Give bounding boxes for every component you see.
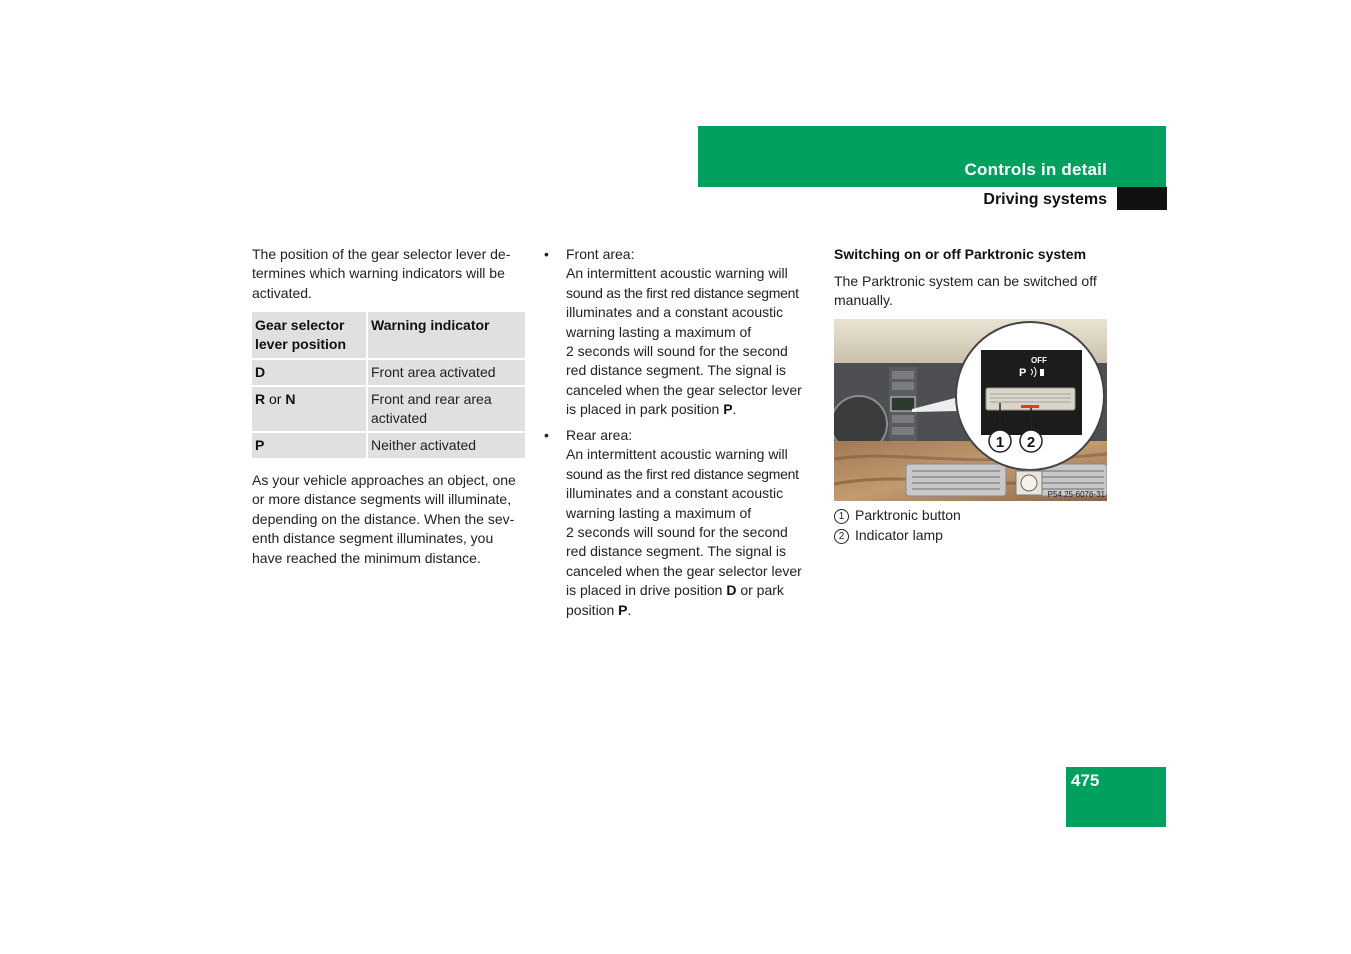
section-tab-marker bbox=[1117, 187, 1167, 210]
text-line: termines which warning indicators will be bbox=[252, 265, 505, 282]
text-line bbox=[566, 400, 818, 419]
subsection-title: Driving systems bbox=[983, 191, 1107, 208]
indicator-lamp-icon bbox=[1021, 405, 1039, 408]
text-line: 2 seconds will sound for the second bbox=[566, 524, 788, 541]
text-line: Warning indicator bbox=[371, 317, 490, 333]
text-line bbox=[566, 581, 818, 600]
warning-indicator-table bbox=[252, 312, 525, 460]
table-row bbox=[252, 432, 525, 459]
header-warning-indicator bbox=[367, 312, 525, 359]
gear-r: R bbox=[255, 391, 266, 407]
front-area-item bbox=[566, 245, 818, 420]
text-line: activated. bbox=[252, 284, 312, 301]
text-line: Gear selector bbox=[255, 317, 345, 333]
text-line: have reached the minimum distance. bbox=[252, 549, 481, 566]
legend-item bbox=[834, 505, 961, 525]
text-line: enth distance segment illuminates, you bbox=[252, 530, 494, 547]
text-span: . bbox=[627, 601, 632, 618]
callout-1-label: 1 bbox=[995, 434, 1005, 451]
text-line: depending on the distance. When the sev- bbox=[252, 510, 515, 527]
text-line: manually. bbox=[834, 292, 893, 309]
text-line: red distance segment. The signal is bbox=[566, 362, 786, 379]
text-line: Front area: bbox=[566, 246, 635, 262]
or-word: or bbox=[265, 391, 286, 407]
text-line: illuminates and a constant acoustic bbox=[566, 304, 784, 321]
cell-indicator bbox=[367, 386, 525, 432]
text-line: sound as the first red distance segment bbox=[566, 284, 799, 301]
text-span: or park bbox=[736, 582, 784, 599]
header-gear-position bbox=[252, 312, 367, 359]
text-line: activated bbox=[371, 410, 428, 426]
dashboard-illustration bbox=[834, 319, 1107, 501]
cell-indicator: Front area activated bbox=[367, 359, 525, 386]
intro-paragraph bbox=[252, 245, 527, 303]
callout-2-label: 2 bbox=[1026, 434, 1036, 451]
bullet-front: • bbox=[544, 246, 549, 262]
text-line: The Parktronic system can be switched off bbox=[834, 273, 1097, 289]
cell-indicator: Neither activated bbox=[367, 432, 525, 459]
text-span: . bbox=[732, 401, 737, 418]
table-row bbox=[252, 359, 525, 386]
text-line: An intermittent acoustic warning will bbox=[566, 265, 788, 282]
text-span: is placed in park position bbox=[566, 401, 724, 418]
page-number: 475 bbox=[1071, 771, 1100, 790]
gear-p: P bbox=[723, 401, 733, 418]
text-line: or more distance segments will illuminate, bbox=[252, 491, 512, 508]
text-line: lever position bbox=[255, 336, 347, 352]
text-line: Front and rear area bbox=[371, 391, 492, 407]
figure-legend bbox=[834, 505, 961, 545]
text-line: 2 seconds will sound for the second bbox=[566, 343, 788, 360]
table-header-row bbox=[252, 312, 525, 359]
text-line: An intermittent acoustic warning will bbox=[566, 446, 788, 463]
parktronic-heading: Switching on or off Parktronic system bbox=[834, 246, 1087, 262]
rear-area-item bbox=[566, 426, 818, 620]
gear-n: N bbox=[285, 391, 296, 407]
section-title: Controls in detail bbox=[964, 160, 1107, 179]
bullet-rear: • bbox=[544, 427, 549, 443]
text-line: illuminates and a constant acoustic bbox=[566, 485, 784, 502]
parktronic-p-symbol: P bbox=[1019, 367, 1027, 379]
parktronic-figure bbox=[834, 319, 1107, 501]
text-line: warning lasting a maximum of bbox=[566, 323, 752, 340]
cell-position bbox=[252, 386, 367, 432]
distance-paragraph bbox=[252, 471, 527, 568]
legend-label: Indicator lamp bbox=[855, 527, 943, 543]
parktronic-paragraph bbox=[834, 272, 1109, 311]
text-line bbox=[566, 601, 818, 620]
off-label: OFF bbox=[1031, 356, 1047, 365]
gear-d: D bbox=[726, 582, 737, 599]
legend-num-icon: 2 bbox=[834, 529, 849, 544]
table-row bbox=[252, 386, 525, 432]
text-line: canceled when the gear selector lever bbox=[566, 562, 802, 579]
text-line: sound as the first red distance segment bbox=[566, 465, 799, 482]
text-line: warning lasting a maximum of bbox=[566, 504, 752, 521]
text-line: The position of the gear selector lever de- bbox=[252, 246, 511, 262]
image-code: P54.25-6076-31 bbox=[1047, 490, 1105, 499]
legend-num-icon: 1 bbox=[834, 509, 849, 524]
text-line: red distance segment. The signal is bbox=[566, 543, 786, 560]
legend-label: Parktronic button bbox=[855, 507, 961, 523]
cell-position: P bbox=[252, 432, 367, 459]
text-line: canceled when the gear selector lever bbox=[566, 381, 802, 398]
gear-p: P bbox=[618, 601, 628, 618]
text-span: is placed in drive position bbox=[566, 582, 727, 599]
text-line: Rear area: bbox=[566, 427, 633, 443]
text-span: position bbox=[566, 601, 619, 618]
legend-item bbox=[834, 525, 961, 545]
text-line: As your vehicle approaches an object, one bbox=[252, 472, 516, 488]
cell-position: D bbox=[252, 359, 367, 386]
